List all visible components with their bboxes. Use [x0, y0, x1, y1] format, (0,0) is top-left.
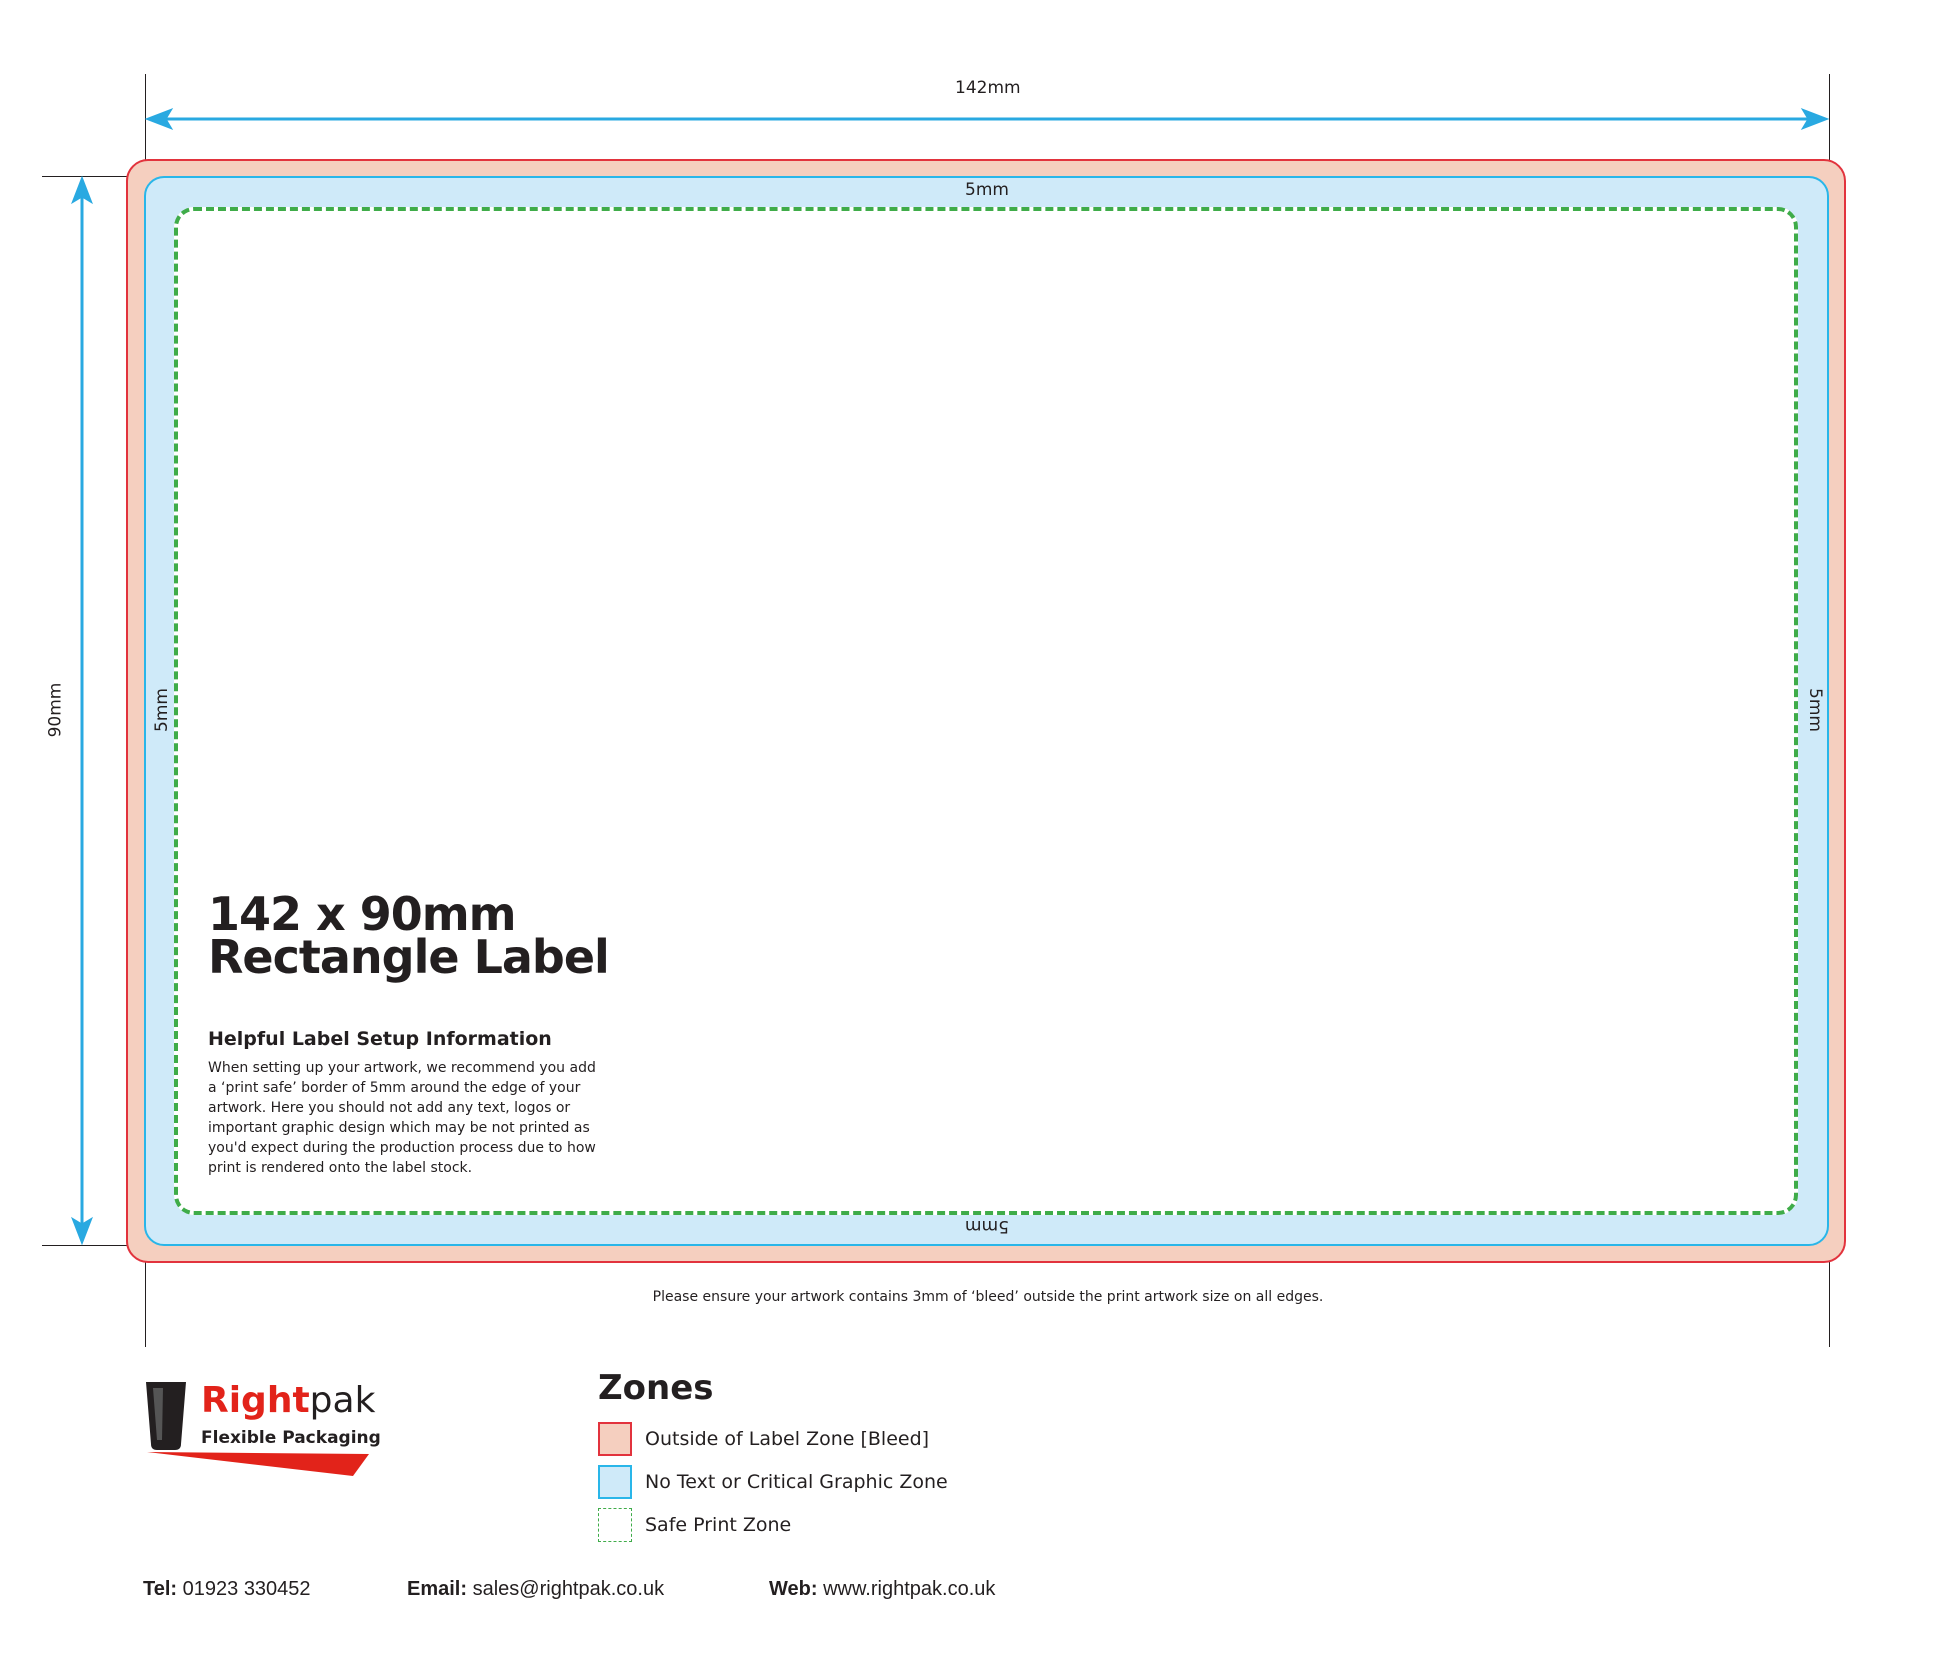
margin-top-label: 5mm — [965, 180, 1009, 200]
web-label: Web: — [769, 1578, 818, 1600]
web-value[interactable]: www.rightpak.co.uk — [823, 1578, 996, 1600]
margin-bottom-label: 5mm — [965, 1216, 1009, 1236]
bleed-swatch — [598, 1422, 632, 1456]
zone-label-safe: Safe Print Zone — [645, 1514, 792, 1536]
bleed-note: Please ensure your artwork contains 3mm of ‘bleed’ outside the print artwork size on all edges. — [652, 1289, 1324, 1305]
zones-heading: Zones — [598, 1368, 714, 1408]
help-text: When setting up your artwork, we recommend you add a ‘print safe’ border of 5mm around the edge of your artwork. Here you should not add any text, logos or important graphic design which may be not printed as you'd expect during the production process due to how print is rendered onto the label stock. — [208, 1060, 596, 1176]
tel-value: 01923 330452 — [182, 1578, 311, 1600]
zone-label-no-text: No Text or Critical Graphic Zone — [645, 1471, 948, 1493]
contact-email — [407, 1578, 664, 1601]
logo-swoosh — [147, 1452, 369, 1478]
logo-word-right: Right — [201, 1380, 310, 1421]
zone-label-bleed: Outside of Label Zone [Bleed] — [645, 1428, 930, 1450]
label-title — [208, 887, 609, 984]
contact-web — [769, 1578, 995, 1601]
logo-word-pak: pak — [309, 1380, 376, 1421]
logo-tagline: Flexible Packaging — [201, 1428, 381, 1448]
email-value[interactable]: sales@rightpak.co.uk — [472, 1578, 665, 1600]
margin-right-label: 5mm — [1804, 688, 1825, 732]
tel-label: Tel: — [143, 1578, 178, 1600]
label-title-shape: Rectangle Label — [208, 930, 609, 984]
contact-tel — [143, 1578, 311, 1601]
width-dimension-label: 142mm — [955, 78, 1021, 98]
rightpak-logo — [143, 1378, 381, 1478]
margin-left-label: 5mm — [151, 688, 172, 732]
safe-print-swatch — [598, 1508, 632, 1542]
no-text-swatch — [598, 1465, 632, 1499]
help-heading: Helpful Label Setup Information — [208, 1028, 552, 1050]
bag-icon — [143, 1378, 189, 1454]
email-label: Email: — [407, 1578, 468, 1600]
height-dimension-label: 90mm — [45, 682, 66, 738]
label-title-size: 142 x 90mm — [208, 887, 516, 941]
